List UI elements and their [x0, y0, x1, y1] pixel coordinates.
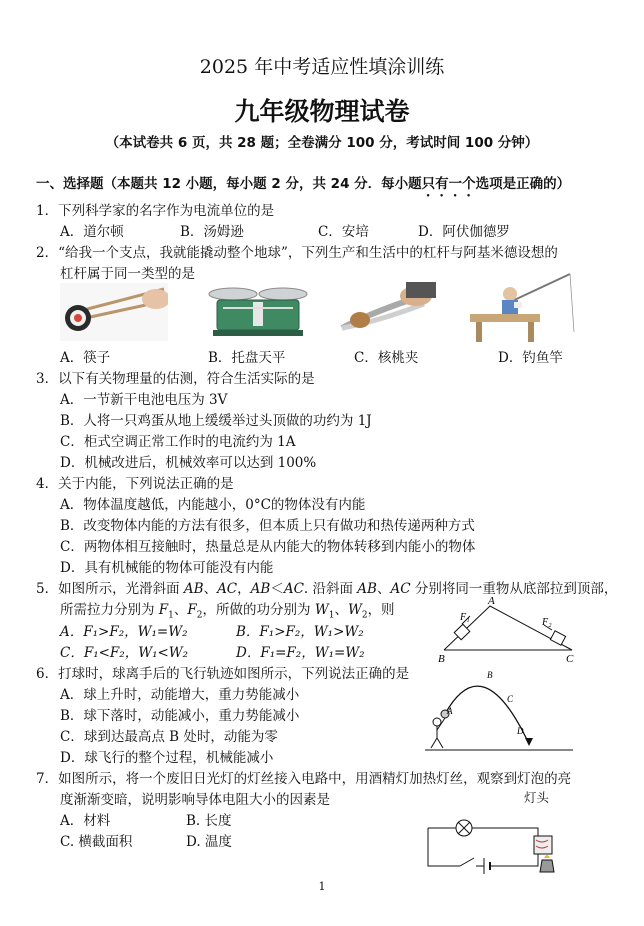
lamp-head-label: 灯头 — [524, 790, 550, 805]
exam-note: （本试卷共 6 页，共 28 题；全卷满分 100 分，考试时间 100 分钟） — [105, 135, 539, 151]
balance-image — [203, 282, 313, 342]
q1-stem: 1．下列科学家的名字作为电流单位的是 — [36, 203, 275, 219]
circuit-figure — [420, 808, 570, 876]
fig5-label-c: C — [566, 653, 574, 665]
q2-stem-line1: 2．“给我一个支点，我就能撬动整个地球”，下列生产和生活中的杠杆与阿基米德设想的 — [36, 245, 558, 261]
q5-option-c: C．F₁<F₂，W₁<W₂ — [60, 645, 189, 661]
incline-figure — [432, 594, 582, 666]
fig5-label-a: A — [488, 595, 495, 607]
exam-subject: 九年级物理试卷 — [234, 97, 410, 126]
nutcracker-image — [332, 282, 440, 342]
q6-option-b: B．球下落时，动能减小，重力势能减小 — [60, 708, 300, 724]
q5-stem-line2: 所需拉力分别为 $F_1$、$F_2$，所做的功分别为 $W_1$、$W_2$，则 — [60, 602, 395, 621]
fig6-label-d: D — [517, 726, 524, 736]
q3-option-a: A．一节新干电池电压为 3V — [60, 392, 228, 408]
q3-option-b: B．人将一只鸡蛋从地上缓缓举过头顶做的功约为 1J — [60, 413, 372, 429]
q1-option-b: B．汤姆逊 — [180, 224, 244, 240]
q1-option-d: D．阿伏伽德罗 — [418, 224, 510, 240]
q4-option-d: D．具有机械能的物体可能没有内能 — [60, 560, 274, 576]
q7-option-a: A．材料 — [60, 813, 111, 829]
q2-option-a: A．筷子 — [60, 350, 111, 366]
fig5-label-f2: F₂ — [542, 617, 552, 628]
q5-option-a: A．F₁>F₂，W₁=W₂ — [60, 624, 188, 640]
q3-option-d: D．机械改进后，机械效率可以达到 100% — [60, 455, 317, 471]
exam-title: 2025 年中考适应性填涂训练 — [199, 56, 445, 78]
q7-stem-line2: 度渐渐变暗，说明影响导体电阻大小的因素是 — [60, 792, 330, 808]
q6-option-d: D．球飞行的整个过程，机械能减小 — [60, 750, 274, 766]
q6-option-c: C．球到达最高点 B 处时，动能为零 — [60, 729, 278, 745]
q3-stem: 3．以下有关物理量的估测，符合生活实际的是 — [36, 371, 315, 387]
q4-option-a: A．物体温度越低，内能越小，0°C的物体没有内能 — [60, 497, 366, 513]
page-number: 1 — [318, 880, 326, 893]
q7-stem-line1: 7．如图所示，将一个废旧日光灯的灯丝接入电路中，用酒精灯加热灯丝，观察到灯泡的亮 — [36, 771, 572, 787]
q4-stem: 4．关于内能，下列说法正确的是 — [36, 476, 234, 492]
q7-option-d: D. 温度 — [186, 834, 232, 850]
q7-option-c: C. 横截面积 — [60, 834, 133, 850]
q2-option-b: B．托盘天平 — [208, 350, 286, 366]
fig6-label-c: C — [507, 694, 514, 704]
q1-option-c: C．安培 — [318, 224, 369, 240]
q5-option-d: D．F₁=F₂，W₁=W₂ — [236, 645, 365, 661]
fig5-label-f1: F₁ — [460, 612, 470, 623]
q5-stem-line1: 5．如图所示，光滑斜面 AB、AC，AB＜AC. 沿斜面 AB、AC 分别将同一重物从底部拉到顶部， — [36, 581, 618, 597]
q7-option-b: B. 长度 — [186, 813, 232, 829]
q5-option-b: B．F₁>F₂，W₁>W₂ — [236, 624, 364, 640]
q6-option-a: A．球上升时，动能增大，重力势能减小 — [60, 687, 300, 703]
q2-option-c: C．核桃夹 — [354, 350, 419, 366]
fig6-label-b: B — [487, 670, 493, 680]
q6-stem: 6．打球时，球离手后的飞行轨迹如图所示，下列说法正确的是 — [36, 666, 410, 682]
trajectory-figure — [425, 666, 573, 752]
q4-option-b: B．改变物体内能的方法有很多，但本质上只有做功和热传递两种方式 — [60, 518, 475, 534]
q4-option-c: C．两物体相互接触时，热量总是从内能大的物体转移到内能小的物体 — [60, 539, 476, 555]
q2-option-d: D．钓鱼竿 — [498, 350, 563, 366]
fishing-rod-image — [470, 272, 580, 344]
chopsticks-image — [60, 283, 168, 341]
fig6-label-a: A — [447, 706, 453, 716]
q2-stem-line2: 杠杆属于同一类型的是 — [60, 266, 195, 282]
q3-option-c: C．柜式空调正常工作时的电流约为 1A — [60, 434, 296, 450]
section-heading: 一、选择题（本题共 12 小题，每小题 2 分，共 24 分．每小题只有一个选项是正确的） — [36, 176, 571, 192]
fig5-label-b: B — [438, 653, 445, 665]
q1-option-a: A．道尔顿 — [60, 224, 124, 240]
